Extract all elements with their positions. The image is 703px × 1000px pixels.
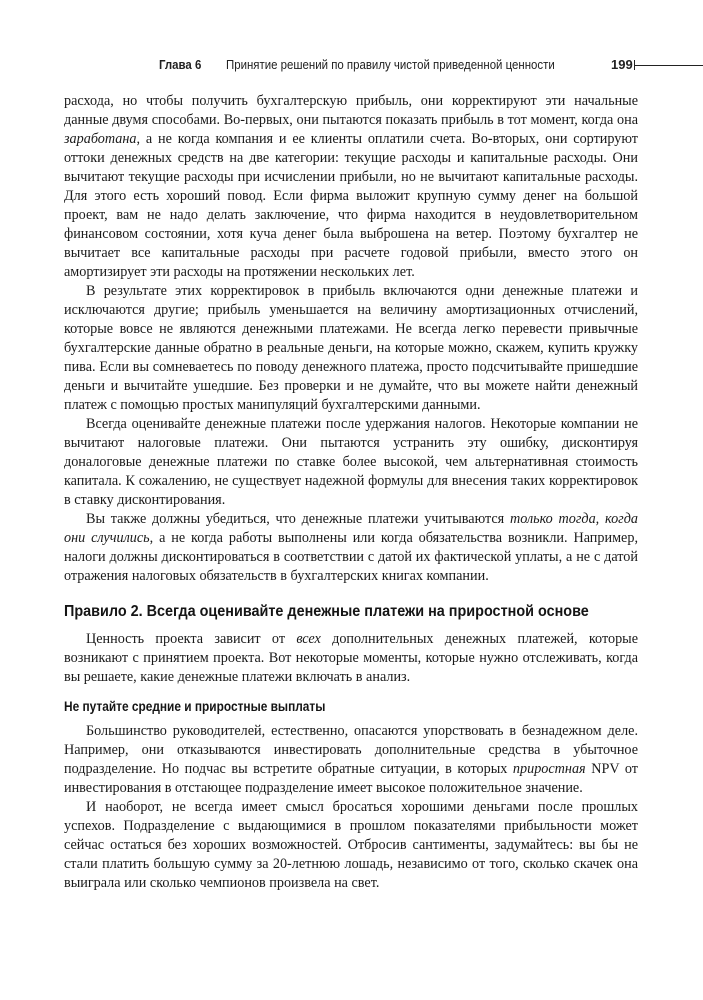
subsection-heading: Не путайте средние и приростные выплаты: [64, 699, 326, 714]
page-number: 199: [611, 57, 633, 72]
paragraph-6: Большинство руководителей, естественно, опасаются упорствовать в безнадежном деле. Например, они отказываются инвестировать дополнительные средства в убыточное подразделение. Но подчас вы встретите обратные ситуации, в которых приростная NPV от инвестирования в отстающее подразделение имеет высокое положительное значение.: [64, 723, 638, 796]
paragraph-4: Вы также должны убедиться, что денежные платежи учитываются только тогда, когда они случились, а не когда работы выполнены или когда обязательства возникли. Например, налоги должны дисконтироваться в соответствии с датой их фактической уплаты, а не с датой отражения налоговых обязательств в бухгалтерских книгах компании.: [64, 511, 638, 584]
paragraph-5: Ценность проекта зависит от всех дополнительных денежных платежей, которые возникают с принятием проекта. Вот некоторые моменты, которые нужно отслеживать, когда вы решаете, какие денежные платежи включать в анализ.: [64, 631, 638, 685]
chapter-label: Глава 6: [159, 57, 202, 72]
paragraph-2: В результате этих корректировок в прибыль включаются одни денежные платежи и исключаются другие; прибыль уменьшается на величину амортизационных отчислений, которые вовсе не являются денежными платежами. Не всегда легко перевести привычные бухгалтерские данные обратно в реальные деньги, на которые можно, скажем, купить кружку пива. Если вы сомневаетесь по поводу денежного платежа, просто подсчитывайте пришедшие деньги и вычитайте ушедшие. Без проверки и не думайте, что вы можете найти денежный платеж с помощью простых манипуляций бухгалтерскими данными.: [64, 283, 638, 413]
paragraph-3: Всегда оценивайте денежные платежи после удержания налогов. Некоторые компании не вычитают налоговые платежи. Они пытаются устранить эту ошибку, дисконтируя доналоговые денежные платежи по ставке более высокой, чем альтернативная стоимость капитала. К сожалению, не существует надежной формулы для внесения таких корректировок в ставку дисконтирования.: [64, 416, 638, 508]
page-body: [64, 92, 638, 893]
section-heading: Правило 2. Всегда оценивайте денежные платежи на приростной основе: [64, 603, 589, 620]
running-header: [0, 55, 703, 77]
paragraph-1: расхода, но чтобы получить бухгалтерскую прибыль, они корректируют эти начальные данные двумя способами. Во-первых, они пытаются показать прибыль в тот момент, когда она заработана, а не когда компания и ее клиенты оплатили счета. Во-вторых, они сортируют оттоки денежных средств на две категории: текущие расходы и капитальные расходы. Они вычитают текущие расходы при исчислении прибыли, но не вычитают капитальные расходы. Для этого есть хороший повод. Если фирма выложит крупную сумму денег на большой проект, вам не надо делать заключение, что фирма находится в неудовлетворительном финансовом состоянии, хотя куча денег была выброшена на ветер. Поэтому бухгалтер не вычитает все капитальные расходы при расчете годовой прибыли, вместо этого он амортизирует эти расходы на протяжении нескольких лет.: [64, 93, 638, 280]
chapter-title: Принятие решений по правилу чистой приведенной ценности: [226, 57, 555, 72]
header-rule: [635, 65, 703, 66]
paragraph-7: И наоборот, не всегда имеет смысл бросаться хорошими деньгами после прошлых успехов. Подразделение с выдающимися в прошлом показателями прибыльности может сейчас остаться без хороших возможностей. Отбросив сантименты, задумайтесь: вы бы не стали платить большую сумму за 20-летнюю лошадь, независимо от того, сколько скачек она выиграла или сколько чемпионов произвела на свет.: [64, 799, 638, 891]
